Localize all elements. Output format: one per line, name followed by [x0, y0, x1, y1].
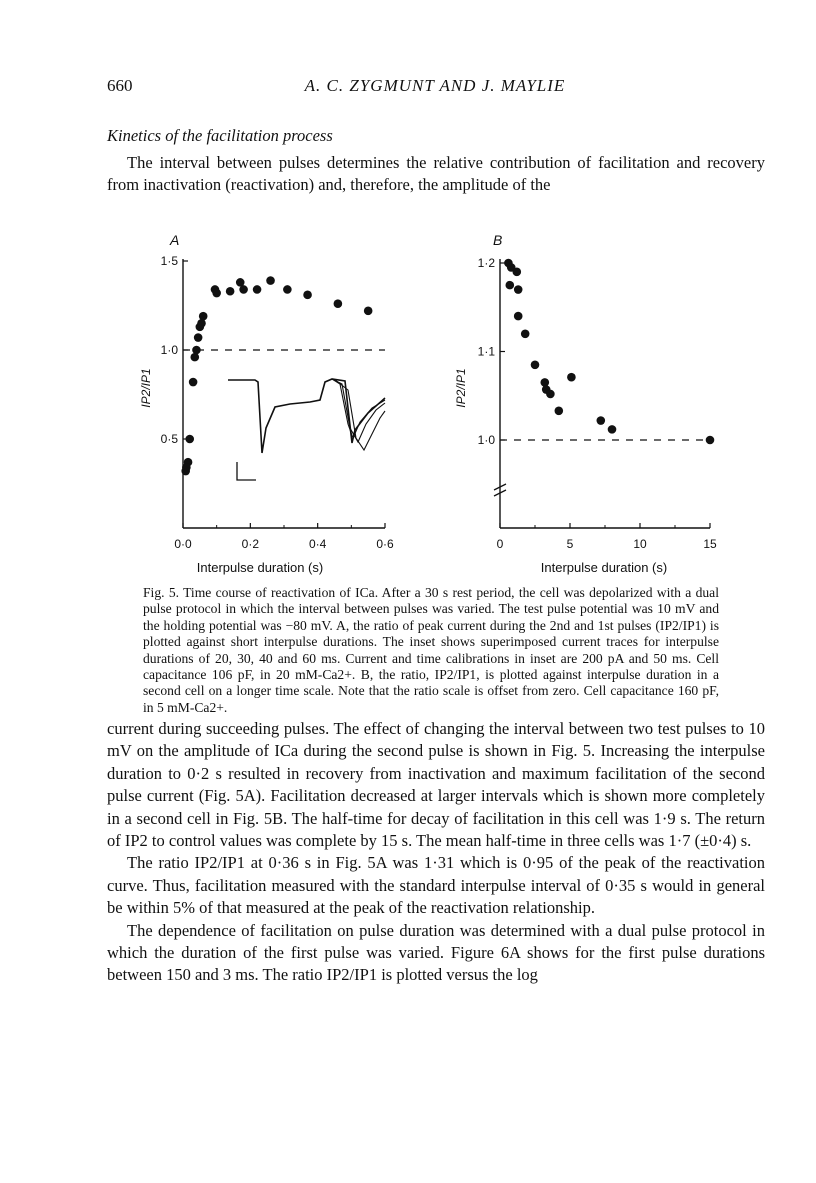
data-point	[514, 312, 523, 321]
inset-scale-bar	[237, 462, 256, 480]
data-point	[513, 268, 522, 277]
x-tick-label: 0·6	[376, 537, 394, 551]
data-point	[197, 319, 206, 328]
y-tick-label: 0·5	[160, 432, 178, 446]
figure-5	[120, 228, 740, 583]
panel-b-xlabel: Interpulse duration (s)	[540, 560, 668, 575]
data-point	[181, 467, 190, 476]
figure-caption	[143, 585, 719, 716]
data-point	[253, 285, 262, 294]
panel-a-inset	[228, 379, 385, 480]
data-point	[212, 289, 221, 298]
x-tick-label: 15	[703, 537, 717, 551]
inset-trace-20ms	[228, 379, 385, 453]
y-tick-label: 1·1	[477, 344, 495, 359]
x-tick-label: 10	[633, 537, 647, 551]
data-point	[303, 291, 312, 300]
y-tick-label: 1·0	[477, 433, 495, 447]
data-point	[608, 425, 617, 434]
body-paragraph-1: current during succeeding pulses. The effect of changing the interval between two test pulses to 10 mV on the amplitude of ICa during the second pulse is shown in Fig. 5. Increasing the interpulse duration to 0·2 s resulted in recovery from inactivation and maximum facilitation of the second pulse current (Fig. 5A). Facilitation decreased at larger intervals which is shown more completely in a second cell in Fig. 5B. The half-time for decay of facilitation in this cell was 1·9 s. The return of IP2 to control values was complete by 15 s. The mean half-time in three cells was 1·7 (±0·4) s.	[107, 719, 765, 851]
body-text	[107, 718, 765, 987]
data-point	[506, 281, 515, 290]
intro-paragraph	[107, 152, 765, 197]
data-point	[567, 373, 576, 382]
data-point	[194, 333, 203, 342]
x-tick-label: 0·4	[308, 537, 327, 551]
y-tick-label: 1·5	[160, 254, 178, 268]
running-head-authors: A. C. ZYGMUNT AND J. MAYLIE	[304, 76, 566, 95]
data-point	[514, 285, 523, 294]
x-tick-label: 0·0	[174, 537, 192, 551]
data-point	[199, 312, 208, 321]
data-point	[283, 285, 292, 294]
data-point	[239, 285, 248, 294]
data-point	[531, 360, 540, 369]
panel-a-xlabel: Interpulse duration (s)	[196, 560, 324, 575]
panel-a-axes	[161, 254, 394, 551]
data-point	[334, 299, 343, 308]
panel-b-axes	[478, 256, 717, 551]
body-paragraph-3: The dependence of facilitation on pulse duration was determined with a dual pulse protocol in which the duration of the first pulse was varied. Figure 6A shows for the first pulse durations between 150 and 3 ms. The ratio IP2/IP1 is plotted versus the log	[107, 920, 765, 985]
figure-5-svg	[120, 228, 740, 583]
x-tick-label: 0	[496, 537, 504, 551]
page-number: 660	[107, 76, 133, 95]
caption-label: Fig. 5.	[143, 585, 180, 600]
x-tick-label: 5	[566, 537, 574, 551]
x-tick-label: 0·2	[241, 537, 260, 551]
data-point	[185, 435, 194, 444]
data-point	[541, 378, 550, 387]
data-point	[364, 307, 373, 316]
section-title: Kinetics of the facilitation process	[107, 126, 333, 145]
panel-a-label: A	[170, 232, 180, 248]
data-point	[226, 287, 235, 296]
data-point	[190, 353, 199, 362]
data-point	[189, 378, 198, 387]
data-point	[266, 276, 275, 285]
data-point	[546, 390, 555, 399]
inset-trace-40ms	[332, 379, 385, 442]
data-point	[521, 330, 530, 339]
panel-a-ylabel: IP2/IP1	[139, 368, 153, 408]
panel-b-label: B	[493, 232, 503, 248]
data-point	[192, 346, 201, 355]
data-point	[555, 406, 564, 415]
intro-text: The interval between pulses determines the relative contribution of facilitation and recovery from inactivation (reactivation) and, therefore, the amplitude of the	[107, 153, 765, 195]
data-point	[706, 436, 715, 445]
y-tick-label: 1·2	[477, 256, 495, 270]
data-point	[597, 416, 606, 425]
panel-b-ylabel: IP2/IP1	[454, 368, 468, 408]
caption-text: Time course of reactivation of ICa. After a 30 s rest period, the cell was depolarized with a dual pulse protocol in which the interval between pulses was varied. The test pulse potential was 10 mV and the holding potential was −80 mV. A, the ratio of peak current during the 2nd and 1st pulses (IP2/IP1) is plotted against short interpulse durations. The inset shows superimposed current traces for interpulse durations of 20, 30, 40 and 60 ms. Current and time calibrations in inset are 200 pA and 50 ms. Cell capacitance 106 pF, in 20 mM-Ca2+. B, the ratio, IP2/IP1, is plotted against interpulse duration in a second cell on a longer time scale. Note that the ratio scale is offset from zero. Cell capacitance 160 pF, in 5 mM-Ca2+.	[143, 585, 719, 715]
y-tick-label: 1·0	[160, 343, 178, 357]
body-paragraph-2: The ratio IP2/IP1 at 0·36 s in Fig. 5A was 1·31 which is 0·95 of the peak of the reactivation curve. Thus, facilitation measured with the standard interpulse interval of 0·35 s would in general be within 5% of that measured at the peak of the reactivation relationship.	[107, 853, 765, 918]
